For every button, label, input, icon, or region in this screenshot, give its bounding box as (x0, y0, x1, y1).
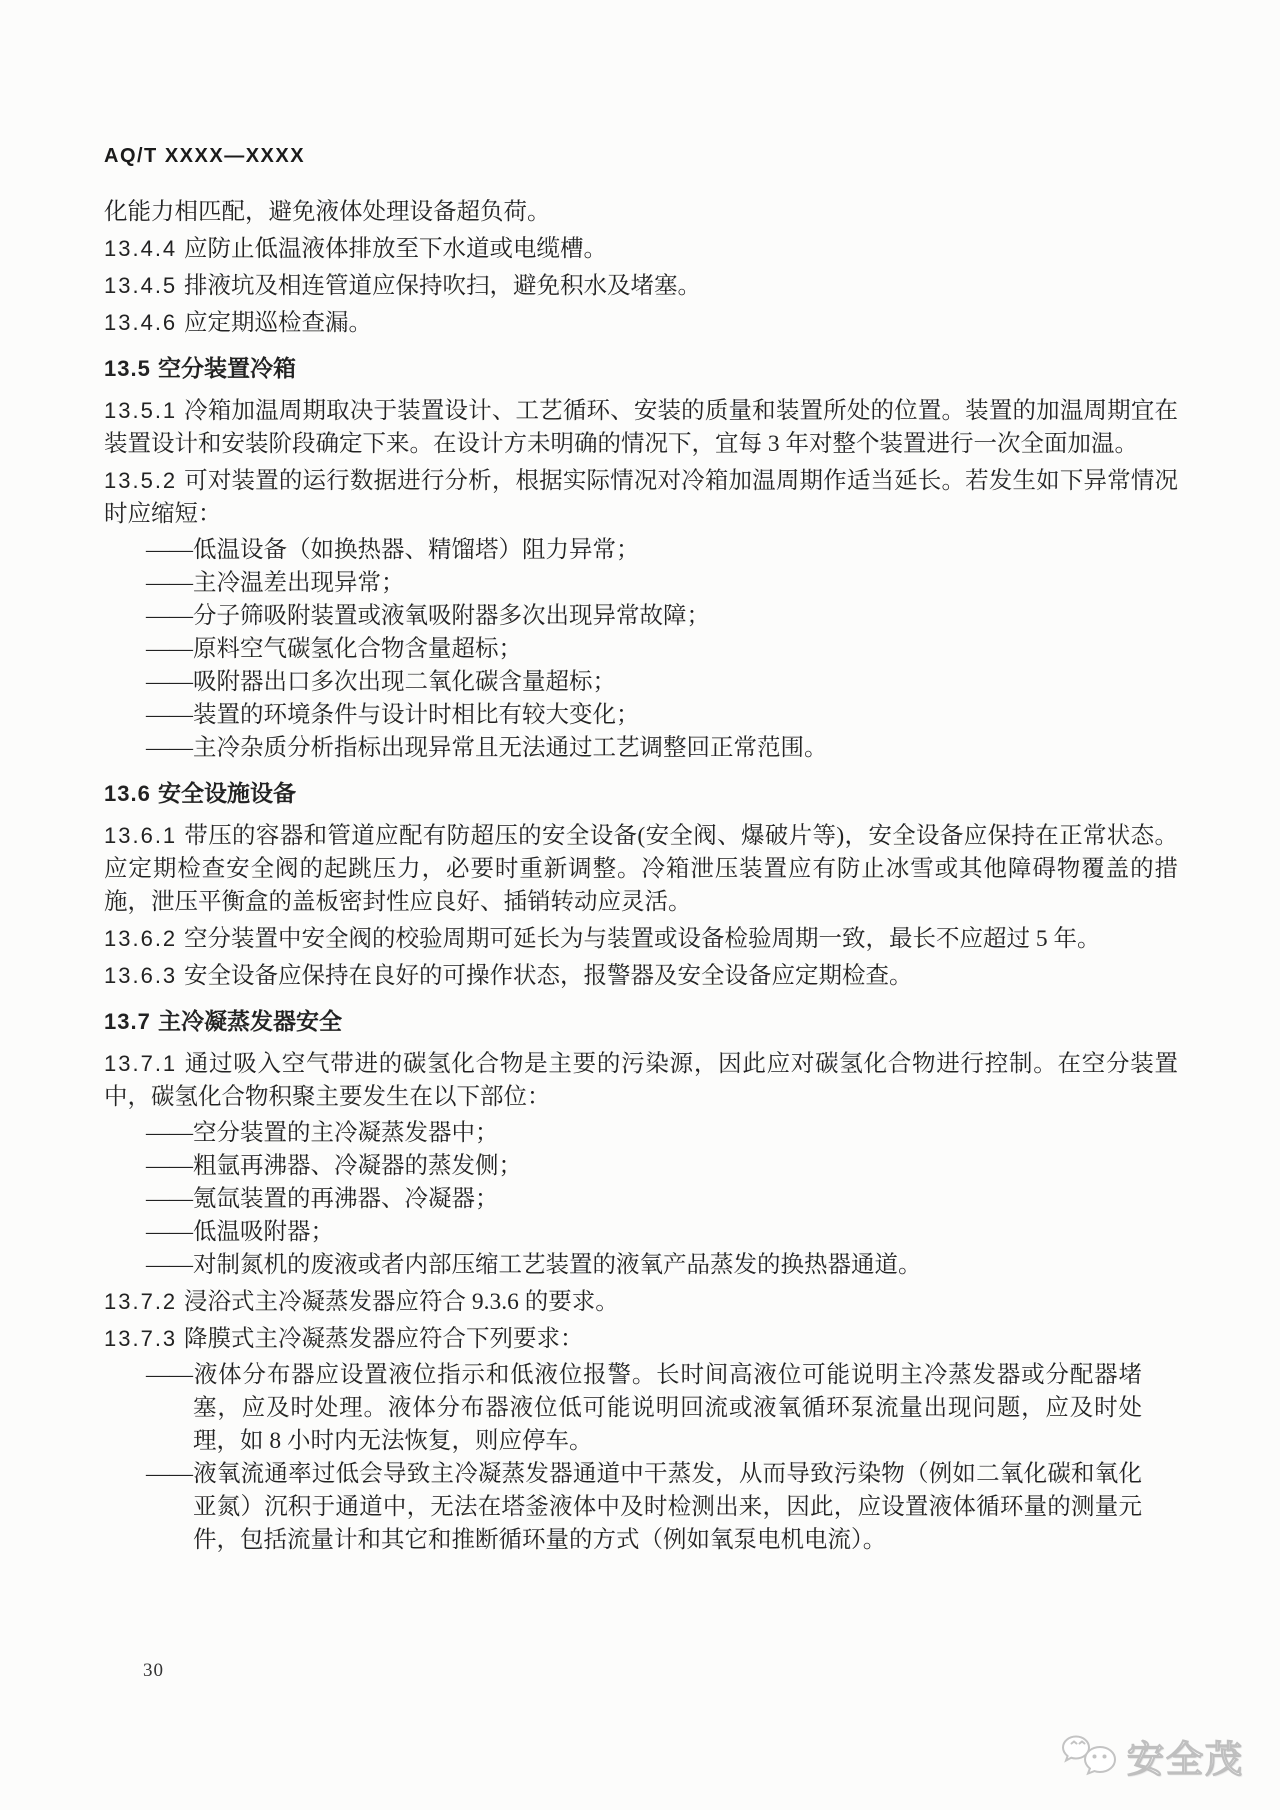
paragraph-text: 可对装置的运行数据进行分析，根据实际情况对冷箱加温周期作适当延长。若发生如下异常情况时应缩短： (104, 468, 1178, 527)
document-body (104, 196, 1178, 1557)
dash-list-item (146, 1249, 1178, 1282)
section-heading (104, 354, 1178, 383)
clause-paragraph (104, 269, 1178, 303)
clause-paragraph (104, 394, 1178, 461)
clause-number: 13.4.6 (104, 310, 178, 335)
clause-number: 13.4.5 (104, 273, 178, 298)
clause-paragraph (104, 232, 1178, 266)
dash-list-item (146, 699, 1178, 732)
clause-number: 13.6.1 (104, 823, 178, 848)
clause-number: 13.7 (104, 1009, 151, 1034)
page-number: 30 (143, 1660, 164, 1681)
paragraph-text: ——粗氩再沸器、冷凝器的蒸发侧； (146, 1153, 522, 1179)
paragraph-text: 浸浴式主冷凝蒸发器应符合 9.3.6 的要求。 (184, 1289, 619, 1315)
clause-number: 13.5.2 (104, 468, 178, 493)
paragraph-text: 应定期巡检查漏。 (184, 310, 372, 336)
paragraph-text: ——液体分布器应设置液位指示和低液位报警。长时间高液位可能说明主冷蒸发器或分配器堵塞，应及时处理。液体分布器液位低可能说明回流或液氧循环泵流量出现问题，应及时处理，如 8 小时内无法恢复，则应停车。 (146, 1362, 1142, 1454)
paragraph-text: ——空分装置的主冷凝蒸发器中； (146, 1120, 499, 1146)
clause-number: 13.7.1 (104, 1051, 178, 1076)
dash-list-item (146, 666, 1178, 699)
paragraph-text: ——液氧流通率过低会导致主冷凝蒸发器通道中干蒸发，从而导致污染物（例如二氧化碳和氧化亚氮）沉积于通道中，无法在塔釜液体中及时检测出来，因此，应设置液体循环量的测量元件，包括流量计和其它和推断循环量的方式（例如氧泵电机电流）。 (146, 1461, 1142, 1553)
dash-list-item (146, 600, 1178, 633)
clause-paragraph (104, 959, 1178, 993)
clause-paragraph (104, 1322, 1178, 1356)
paragraph-text: ——氪氙装置的再沸器、冷凝器； (146, 1186, 499, 1212)
clause-number: 13.6 (104, 781, 151, 806)
paragraph-text: ——对制氮机的废液或者内部压缩工艺装置的液氧产品蒸发的换热器通道。 (146, 1252, 922, 1278)
dash-list-item (146, 567, 1178, 600)
brand-watermark (1060, 1729, 1244, 1783)
paragraph-text: ——主冷温差出现异常； (146, 570, 405, 596)
dash-list-item (146, 1216, 1178, 1249)
dash-list-item (146, 534, 1178, 567)
paragraph-text: 带压的容器和管道应配有防超压的安全设备(安全阀、爆破片等)，安全设备应保持在正常状态。应定期检查安全阀的起跳压力，必要时重新调整。冷箱泄压装置应有防止冰雪或其他障碍物覆盖的措施，泄压平衡盒的盖板密封性应良好、插销转动应灵活。 (104, 823, 1178, 915)
paragraph-text: ——低温吸附器； (146, 1219, 334, 1245)
paragraph-text: 应防止低温液体排放至下水道或电缆槽。 (184, 236, 607, 262)
clause-paragraph (104, 819, 1178, 919)
document-code: AQ/T XXXX—XXXX (104, 145, 306, 167)
brand-name: 安全茂 (1127, 1739, 1244, 1780)
dash-list-item (146, 732, 1178, 765)
clause-number: 13.7.3 (104, 1326, 178, 1351)
clause-number: 13.6.2 (104, 926, 178, 951)
clause-number: 13.5.1 (104, 398, 178, 423)
paragraph-text: ——装置的环境条件与设计时相比有较大变化； (146, 702, 640, 728)
paragraph-text: 降膜式主冷凝蒸发器应符合下列要求： (184, 1326, 584, 1352)
clause-number: 13.5 (104, 356, 151, 381)
clause-paragraph (104, 1047, 1178, 1114)
paragraph-text: ——原料空气碳氢化合物含量超标； (146, 636, 522, 662)
paragraph-text: 化能力相匹配，避免液体处理设备超负荷。 (104, 199, 551, 225)
section-title: 空分装置冷箱 (158, 355, 296, 381)
clause-paragraph (104, 922, 1178, 956)
dash-list-item (146, 1183, 1178, 1216)
paragraph-text: 冷箱加温周期取决于装置设计、工艺循环、安装的质量和装置所处的位置。装置的加温周期宜在装置设计和安装阶段确定下来。在设计方未明确的情况下，宜每 3 年对整个装置进行一次全面加温。 (104, 398, 1178, 457)
paragraph-text: 通过吸入空气带进的碳氢化合物是主要的污染源，因此应对碳氢化合物进行控制。在空分装置中，碳氢化合物积聚主要发生在以下部位： (104, 1051, 1178, 1110)
section-title: 主冷凝蒸发器安全 (158, 1008, 342, 1034)
paragraph-text: 空分装置中安全阀的校验周期可延长为与装置或设备检验周期一致，最长不应超过 5 年。 (184, 926, 1101, 952)
clause-paragraph (104, 464, 1178, 531)
paragraph-text: 排液坑及相连管道应保持吹扫，避免积水及堵塞。 (184, 273, 701, 299)
paragraph-text: ——吸附器出口多次出现二氧化碳含量超标； (146, 669, 616, 695)
section-title: 安全设施设备 (158, 780, 296, 806)
section-heading (104, 779, 1178, 808)
wechat-icon (1060, 1732, 1118, 1780)
dash-list-item-wrapped (146, 1458, 1142, 1557)
clause-number: 13.6.3 (104, 963, 178, 988)
clause-paragraph (104, 306, 1178, 340)
clause-paragraph (104, 1285, 1178, 1319)
paragraph-text: ——分子筛吸附装置或液氧吸附器多次出现异常故障； (146, 603, 710, 629)
clause-number: 13.4.4 (104, 236, 178, 261)
clause-number: 13.7.2 (104, 1289, 178, 1314)
paragraph-text: ——主冷杂质分析指标出现异常且无法通过工艺调整回正常范围。 (146, 735, 828, 761)
continuation-paragraph (104, 196, 1178, 229)
section-heading (104, 1007, 1178, 1036)
dash-list-item (146, 1150, 1178, 1183)
dash-list-item-wrapped (146, 1359, 1142, 1458)
paragraph-text: 安全设备应保持在良好的可操作状态，报警器及安全设备应定期检查。 (184, 963, 913, 989)
paragraph-text: ——低温设备（如换热器、精馏塔）阻力异常； (146, 537, 640, 563)
dash-list-item (146, 633, 1178, 666)
dash-list-item (146, 1117, 1178, 1150)
